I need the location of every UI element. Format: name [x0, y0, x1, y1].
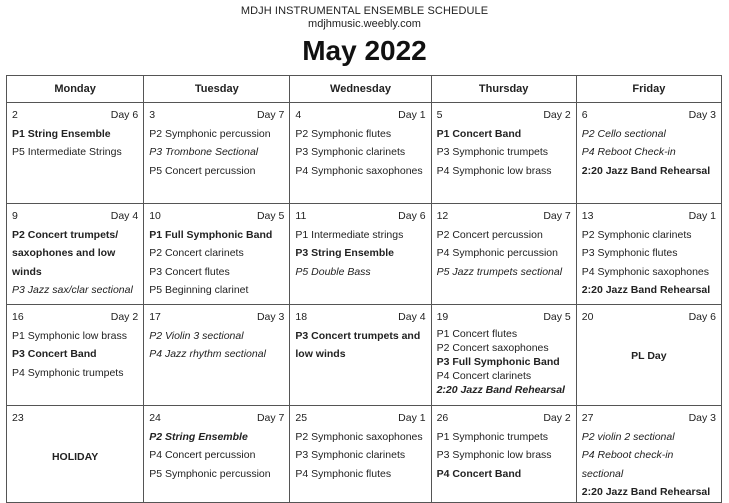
schedule-event: P1 Concert flutes	[436, 327, 518, 340]
schedule-event: P2 violin 2 sectional	[581, 430, 675, 443]
schedule-event: P3 Full Symphonic Band	[436, 355, 560, 368]
week-row	[7, 103, 722, 204]
day-cell[interactable]	[7, 103, 144, 204]
schedule-event: P5 Concert percussion	[149, 164, 256, 177]
schedule-event: P1 Concert Band	[436, 127, 522, 140]
schedule-event: P4 Reboot Check-in	[581, 146, 676, 158]
weekday-monday: Monday	[7, 76, 144, 103]
schedule-event: P3 Symphonic low brass	[436, 449, 552, 461]
weekday-wednesday: Wednesday	[290, 76, 431, 103]
rotation-day-label: Day 7	[543, 210, 571, 222]
day-cell[interactable]	[144, 204, 290, 305]
weekday-header-row	[7, 76, 722, 103]
schedule-event: P3 Symphonic trumpets	[436, 146, 549, 158]
day-cell-header	[582, 409, 716, 428]
schedule-event: P2 String Ensemble	[149, 430, 248, 443]
schedule-event: P1 Full Symphonic Band	[149, 228, 273, 241]
schedule-event: P4 Jazz rhythm sectional	[149, 348, 266, 360]
day-cell[interactable]	[144, 103, 290, 204]
date-number: 3	[149, 109, 156, 121]
rotation-day-label: Day 3	[688, 412, 716, 424]
date-number: 12	[436, 210, 449, 222]
day-cell[interactable]	[290, 204, 431, 305]
date-number: 18	[295, 311, 308, 323]
schedule-header	[0, 0, 729, 67]
day-cell[interactable]	[576, 406, 721, 503]
day-cell-header	[149, 308, 284, 327]
day-cell-header	[12, 409, 138, 428]
rotation-day-label: Day 4	[398, 311, 426, 323]
date-number: 17	[149, 311, 161, 323]
day-cell[interactable]	[431, 406, 576, 503]
day-cell[interactable]	[7, 406, 144, 503]
schedule-event: P2 Violin 3 sectional	[149, 329, 244, 342]
day-cell[interactable]	[7, 305, 144, 406]
rotation-day-label: Day 4	[110, 210, 139, 222]
date-number: 11	[295, 210, 307, 222]
schedule-event: P4 Concert percussion	[149, 449, 256, 461]
day-cell-header	[295, 207, 425, 226]
date-number: 27	[581, 412, 594, 424]
schedule-event: P4 Symphonic trumpets	[12, 366, 124, 379]
schedule-event: P4 Symphonic percussion	[436, 247, 558, 259]
day-cell-header	[149, 207, 284, 226]
schedule-event: P2 Symphonic percussion	[149, 127, 271, 140]
day-cell-header	[149, 409, 284, 428]
schedule-event: 2:20 Jazz Band Rehearsal	[581, 164, 711, 177]
schedule-event: P5 Intermediate Strings	[12, 146, 122, 158]
schedule-event: P3 String Ensemble	[295, 247, 395, 259]
schedule-event: P4 Symphonic low brass	[436, 164, 552, 177]
calendar-grid	[6, 75, 722, 503]
rotation-day-label: Day 5	[543, 311, 571, 323]
schedule-event: P3 Concert Band	[12, 348, 97, 360]
day-cell-header	[295, 409, 425, 428]
schedule-event: P2 Symphonic clarinets	[581, 228, 692, 241]
day-cell-header	[582, 308, 716, 327]
day-cell[interactable]	[7, 204, 144, 305]
schedule-event: P3 Symphonic flutes	[581, 247, 678, 259]
schedule-event: P3 Concert trumpets and low winds	[295, 329, 421, 360]
date-number: 23	[12, 412, 24, 424]
day-cell-header	[149, 106, 284, 125]
schedule-event: P2 Symphonic flutes	[295, 127, 392, 140]
rotation-day-label: Day 6	[688, 311, 716, 323]
date-number: 24	[149, 412, 161, 424]
schedule-subtitle: MDJH INSTRUMENTAL ENSEMBLE SCHEDULE	[240, 5, 489, 17]
day-cell-header	[582, 106, 716, 125]
schedule-event: P3 Symphonic clarinets	[295, 449, 406, 461]
date-number: 20	[581, 311, 594, 323]
schedule-event: 2:20 Jazz Band Rehearsal	[581, 486, 711, 498]
day-cell-header	[437, 207, 571, 226]
rotation-day-label: Day 2	[543, 412, 571, 424]
schedule-event: 2:20 Jazz Band Rehearsal	[581, 284, 711, 296]
special-day-label: PL Day	[631, 349, 667, 362]
day-cell[interactable]	[431, 204, 576, 305]
date-number: 2	[12, 109, 18, 121]
day-cell[interactable]	[144, 305, 290, 406]
schedule-event: P3 Concert flutes	[149, 265, 230, 278]
day-cell[interactable]	[576, 204, 721, 305]
rotation-day-label: Day 3	[256, 311, 285, 323]
schedule-event: P4 Concert Band	[436, 467, 522, 480]
schedule-event: P1 Intermediate strings	[295, 228, 404, 241]
rotation-day-label: Day 1	[398, 412, 426, 424]
day-cell-header	[582, 207, 716, 226]
rotation-day-label: Day 6	[398, 210, 426, 222]
date-number: 16	[12, 311, 24, 323]
schedule-event: P3 Symphonic clarinets	[295, 146, 406, 158]
day-cell[interactable]	[576, 305, 721, 406]
schedule-event: P4 Symphonic flutes	[295, 467, 392, 480]
day-cell[interactable]	[290, 103, 431, 204]
schedule-event: P5 Jazz trumpets sectional	[436, 265, 563, 278]
week-row	[7, 406, 722, 503]
website-url[interactable]: mdjhmusic.weebly.com	[308, 18, 421, 30]
date-number: 19	[436, 311, 449, 323]
special-day-label: HOLIDAY	[51, 450, 99, 463]
date-number: 6	[581, 109, 588, 121]
rotation-day-label: Day 5	[256, 210, 285, 222]
date-number: 25	[295, 412, 308, 424]
schedule-event: P4 Symphonic saxophones	[295, 164, 423, 177]
schedule-event: P1 String Ensemble	[12, 127, 111, 140]
schedule-event: P2 Concert clarinets	[149, 247, 244, 259]
date-number: 9	[12, 210, 18, 222]
rotation-day-label: Day 7	[256, 109, 285, 121]
schedule-event: P2 Concert trumpets/ saxophones and low winds	[12, 228, 119, 278]
rotation-day-label: Day 3	[688, 109, 716, 121]
schedule-event: P3 Trombone Sectional	[149, 146, 259, 158]
schedule-event: P5 Beginning clarinet	[149, 284, 249, 296]
day-cell-header	[295, 308, 425, 327]
rotation-day-label: Day 1	[688, 210, 716, 222]
day-cell-header	[12, 308, 138, 327]
day-cell-header	[12, 106, 138, 125]
weekday-thursday: Thursday	[431, 76, 576, 103]
day-cell[interactable]	[290, 305, 431, 406]
date-number: 5	[436, 109, 443, 121]
day-cell-header	[12, 207, 138, 226]
weekday-friday: Friday	[576, 76, 721, 103]
schedule-event: P4 Concert clarinets	[436, 369, 532, 382]
schedule-event: P2 Symphonic saxophones	[295, 430, 423, 443]
schedule-event: P5 Symphonic percussion	[149, 467, 271, 480]
schedule-event: P5 Double Bass	[295, 265, 371, 278]
day-cell-header	[437, 308, 571, 327]
rotation-day-label: Day 2	[543, 109, 571, 121]
day-cell[interactable]	[431, 305, 576, 406]
date-number: 4	[295, 109, 302, 121]
rotation-day-label: Day 6	[110, 109, 139, 121]
day-cell[interactable]	[431, 103, 576, 204]
week-row	[7, 305, 722, 406]
rotation-day-label: Day 2	[110, 311, 139, 323]
day-cell[interactable]	[576, 103, 721, 204]
date-number: 26	[436, 412, 449, 424]
calendar-body	[7, 103, 722, 503]
schedule-event: P2 Concert percussion	[436, 228, 543, 241]
day-cell-header	[437, 409, 571, 428]
day-cell[interactable]	[290, 406, 431, 503]
date-number: 10	[149, 210, 161, 222]
week-row	[7, 204, 722, 305]
day-cell-header	[437, 106, 571, 125]
schedule-event: P1 Symphonic trumpets	[436, 430, 549, 443]
rotation-day-label: Day 1	[398, 109, 426, 121]
rotation-day-label: Day 7	[256, 412, 285, 424]
day-cell[interactable]	[144, 406, 290, 503]
schedule-event: P4 Reboot check-in sectional	[581, 449, 674, 480]
schedule-event: P2 Cello sectional	[581, 127, 666, 140]
date-number: 13	[581, 210, 594, 222]
month-title: May 2022	[302, 35, 427, 66]
schedule-event: 2:20 Jazz Band Rehearsal	[436, 383, 565, 396]
weekday-tuesday: Tuesday	[144, 76, 290, 103]
schedule-event: P1 Symphonic low brass	[12, 329, 127, 342]
schedule-event: P3 Jazz sax/clar sectional	[12, 284, 133, 296]
schedule-event: P2 Concert saxophones	[436, 341, 549, 354]
day-cell-header	[295, 106, 425, 125]
schedule-event: P4 Symphonic saxophones	[581, 265, 710, 278]
